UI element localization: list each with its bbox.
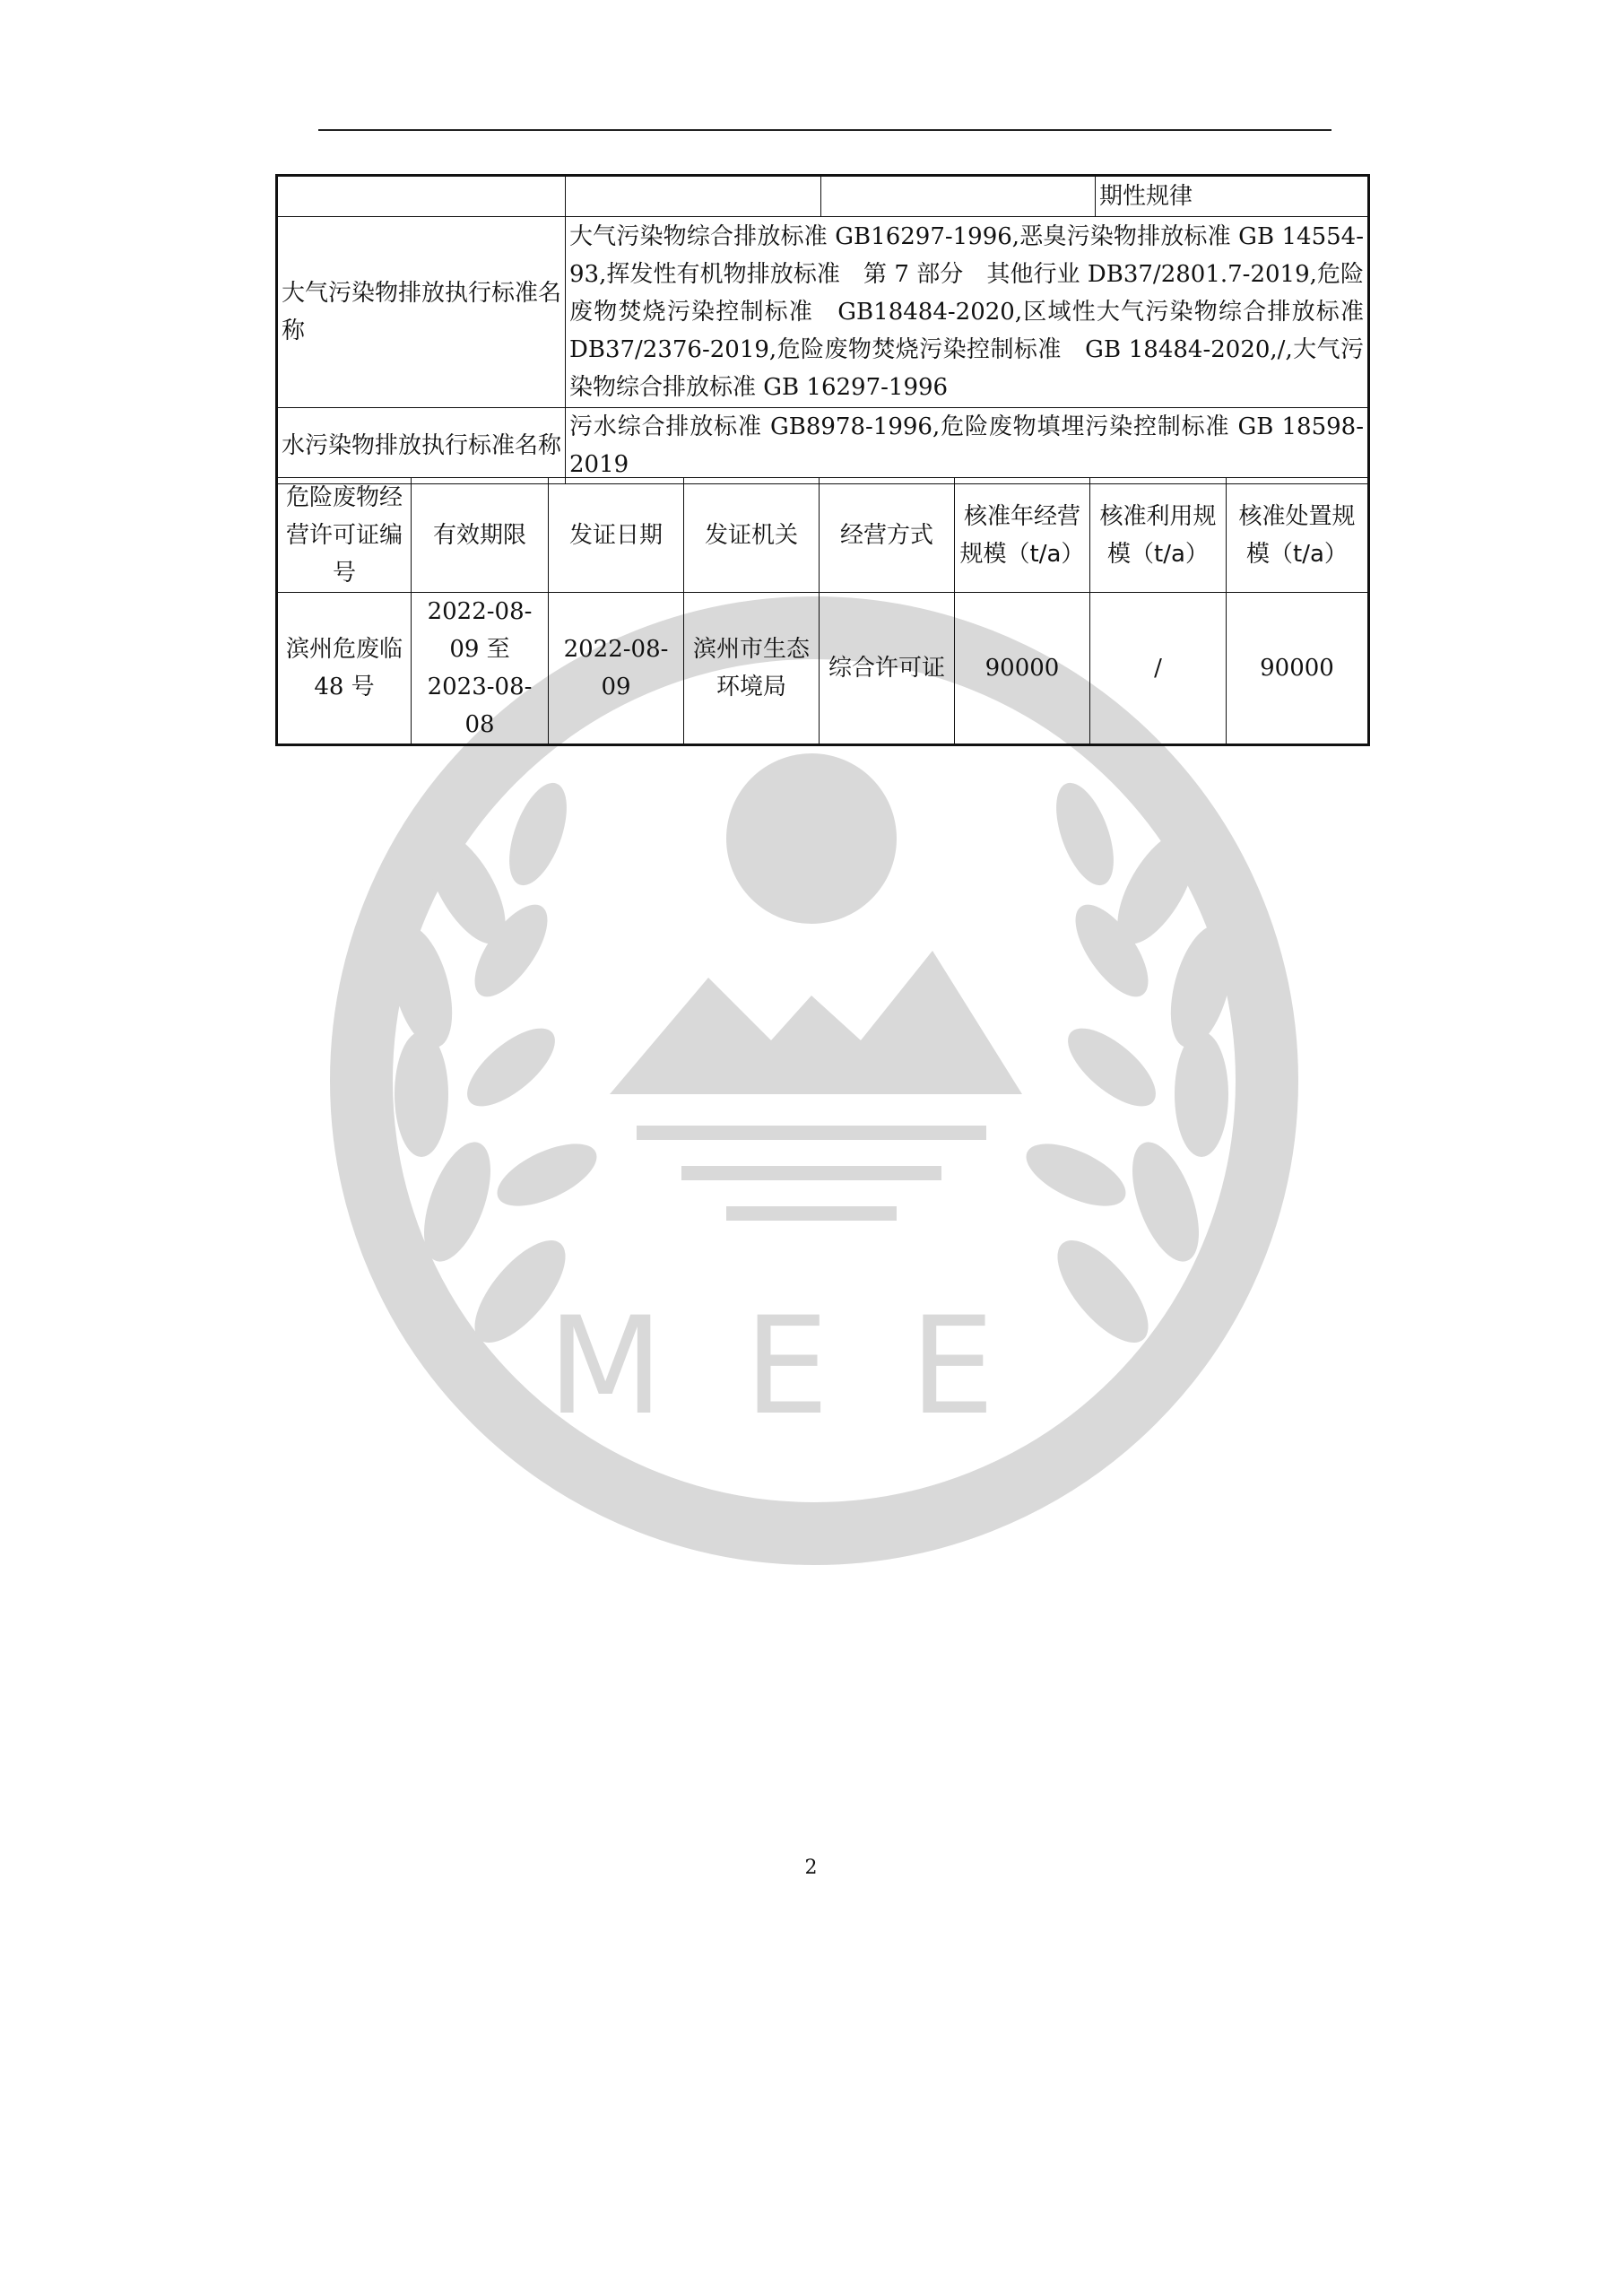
svg-text:MEE: MEE [547,1289,1076,1445]
header-annual-scale: 核准年经营规模（t/a） [955,478,1090,593]
empty-cell [277,176,566,217]
header-issue-date: 发证日期 [549,478,684,593]
header-validity: 有效期限 [412,478,549,593]
utilization-scale-cell: / [1090,593,1227,745]
issuing-authority-cell: 滨州市生态环境局 [684,593,820,745]
issue-date-cell: 2022-08-09 [549,593,684,745]
header-issuing-authority: 发证机关 [684,478,820,593]
air-standard-value: 大气污染物综合排放标准 GB16297-1996,恶臭污染物排放标准 GB 14554-93,挥发性有机物排放标准 第 7 部分 其他行业 DB37/2801.7-2019,危险废物焚烧污染控制标准 GB18484-2020,区域性大气污染物综合排放标准 DB37/2376-2019,危险废物焚烧污染控制标准 GB 18484-2020,/,大气污染物综合排放标准 GB 16297-1996 [566,217,1369,408]
header-utilization-scale: 核准利用规模（t/a） [1090,478,1227,593]
water-standard-label: 水污染物排放执行标准名称 [277,408,566,484]
empty-cell [566,176,821,217]
permit-table [275,477,1370,746]
header-permit-number: 危险废物经营许可证编号 [277,478,412,593]
air-standard-label: 大气污染物排放执行标准名称 [277,217,566,408]
empty-cell [821,176,1096,217]
table-header-row [277,478,1369,593]
table-row [277,217,1369,408]
water-standard-value: 污水综合排放标准 GB8978-1996,危险废物填埋污染控制标准 GB 18598-2019 [566,408,1369,484]
validity-cell: 2022-08-09 至 2023-08-08 [412,593,549,745]
page-number: 2 [804,1857,818,1879]
permit-number-cell: 滨州危废临 48 号 [277,593,412,745]
header-disposal-scale: 核准处置规模（t/a） [1227,478,1369,593]
emission-standards-table [275,174,1370,484]
operation-mode-cell: 综合许可证 [820,593,955,745]
table-row [277,176,1369,217]
table-row [277,593,1369,745]
annual-scale-cell: 90000 [955,593,1090,745]
header-operation-mode: 经营方式 [820,478,955,593]
continuation-cell: 期性规律 [1096,176,1369,217]
table-row [277,408,1369,484]
disposal-scale-cell: 90000 [1227,593,1369,745]
